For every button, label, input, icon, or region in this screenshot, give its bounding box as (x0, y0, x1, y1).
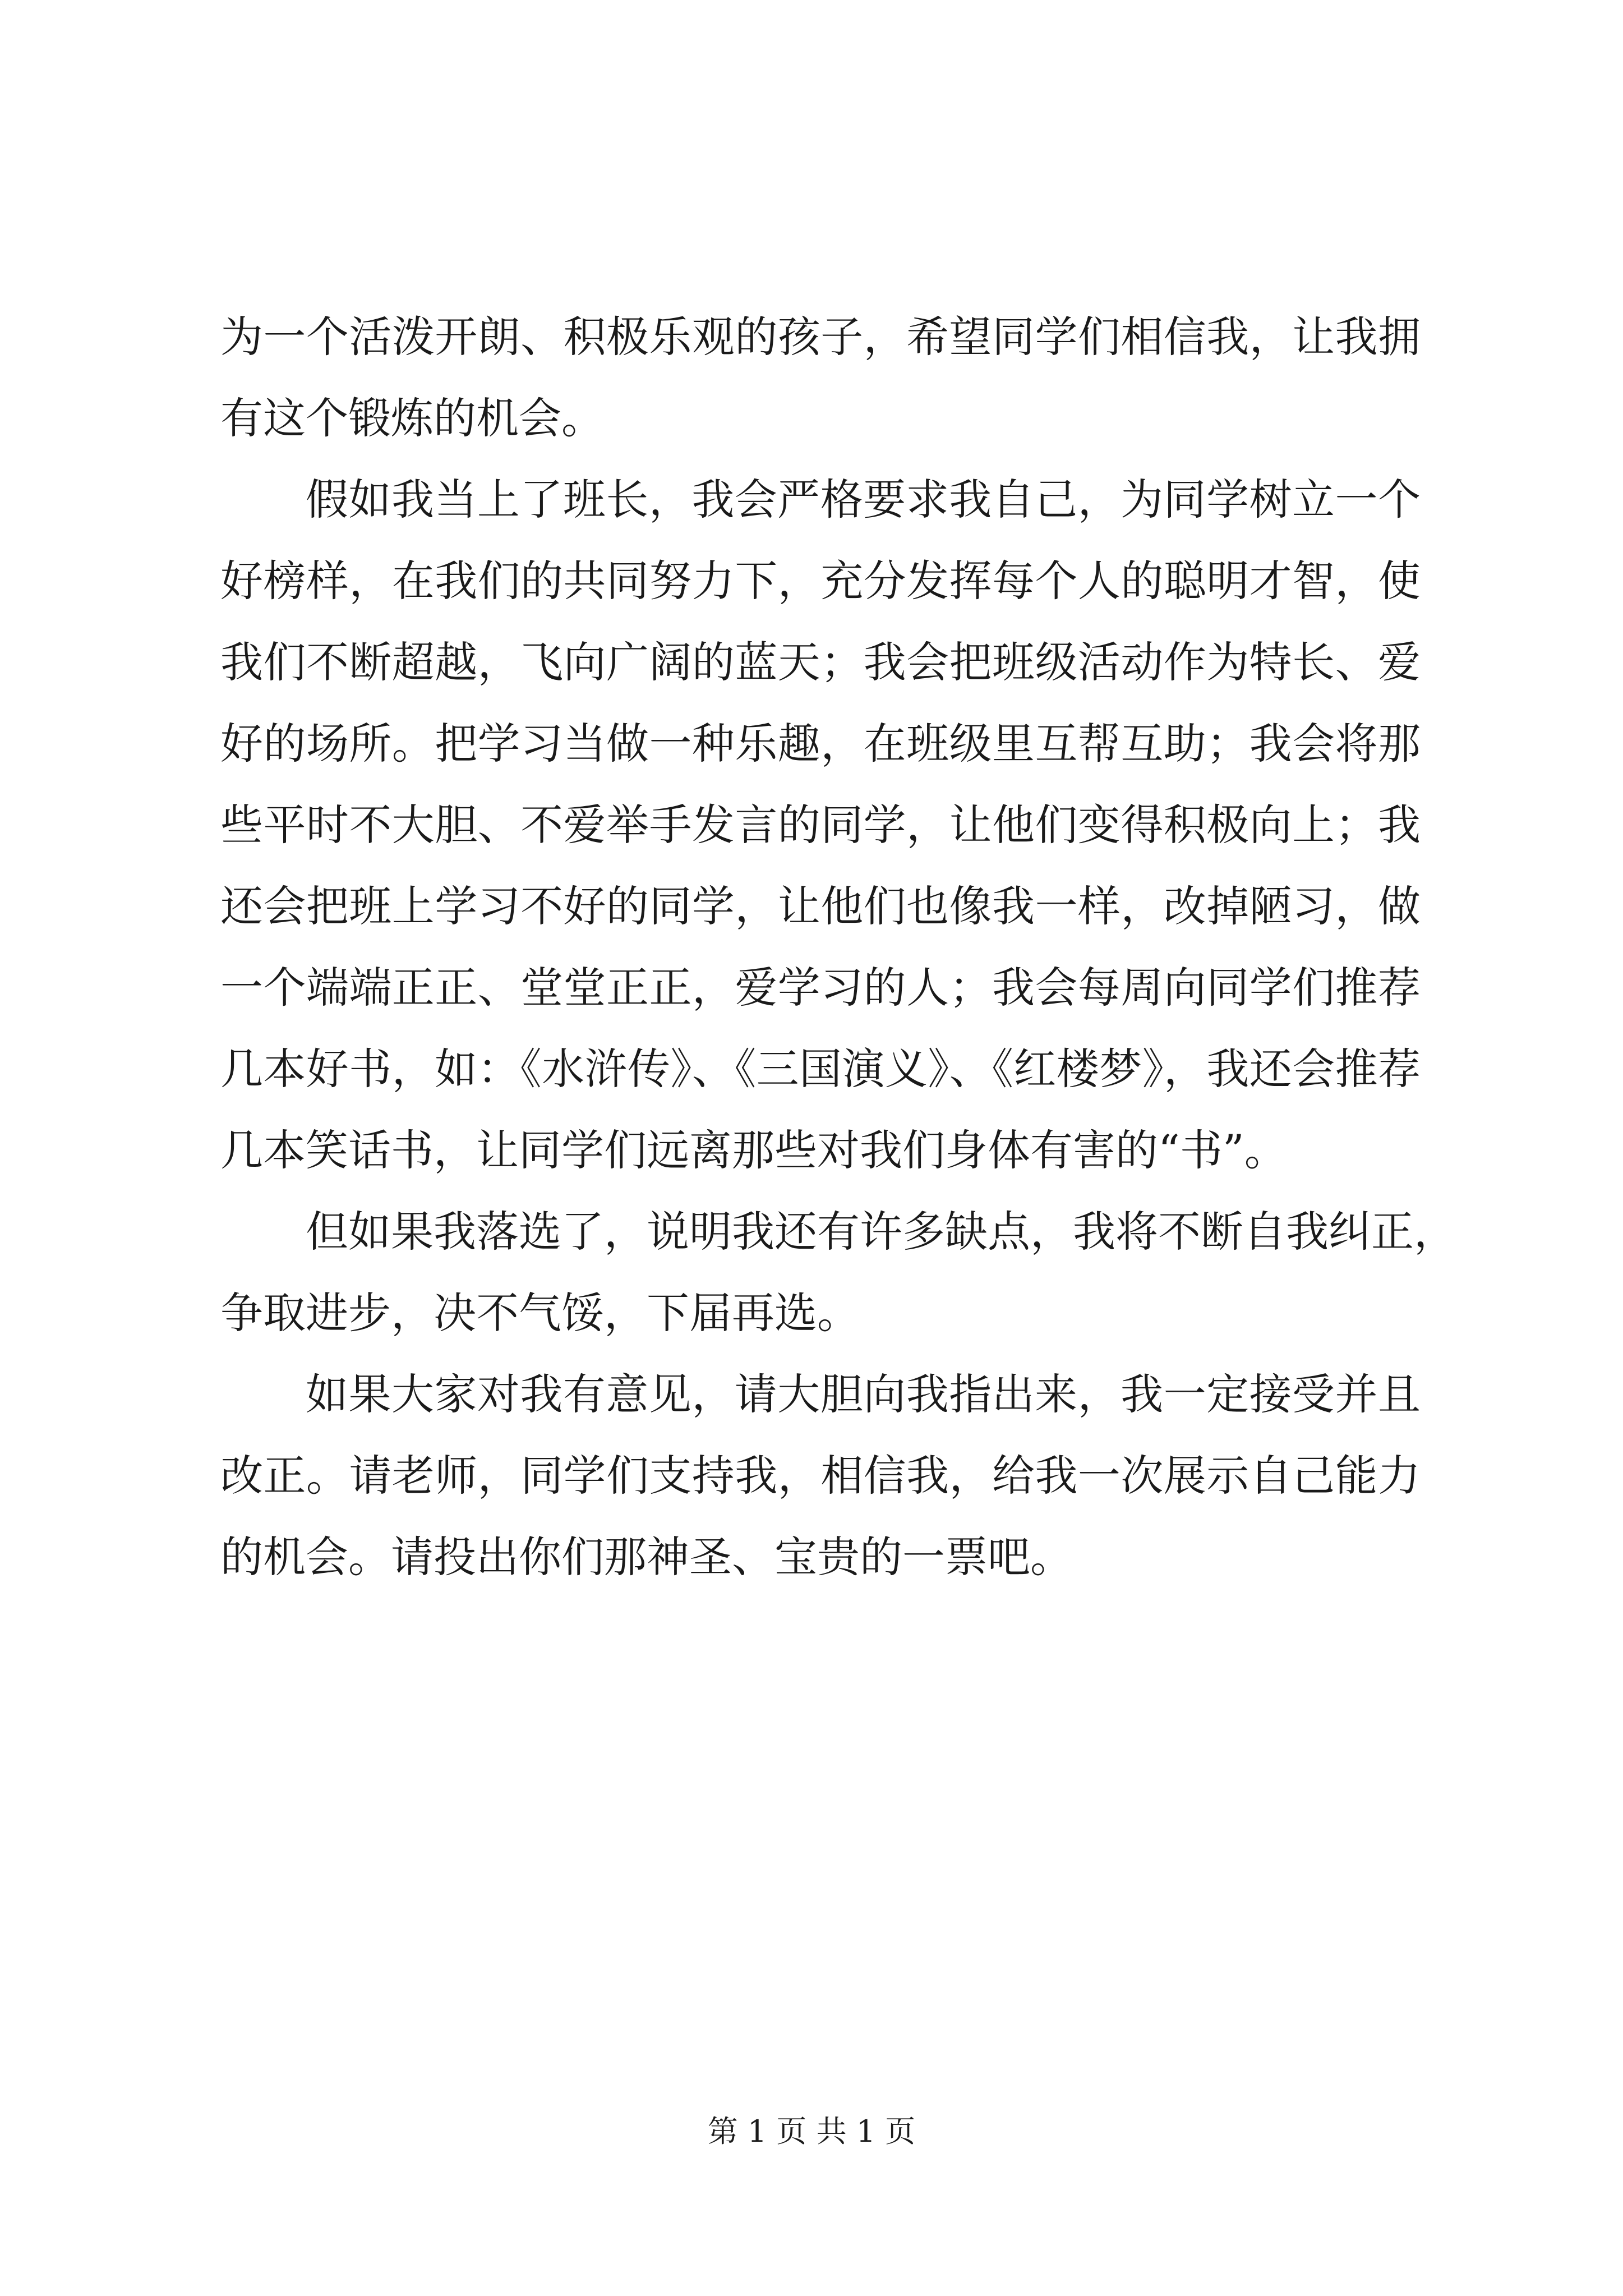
paragraph-line: 改正。请老师，同学们支持我，相信我，给我一次展示自己能力 (220, 1451, 1421, 1501)
paragraph-line: 如果大家对我有意见，请大胆向我指出来，我一定接受并且 (306, 1369, 1421, 1419)
paragraph-line: 好榜样，在我们的共同努力下，充分发挥每个人的聪明才智，使 (220, 556, 1421, 606)
paragraph-4 (220, 1354, 1421, 1598)
paragraph-line: 些平时不大胆、不爱举手发言的同学，让他们变得积极向上；我 (220, 800, 1421, 850)
paragraph-line: 一个端端正正、堂堂正正，爱学习的人；我会每周向同学们推荐 (220, 963, 1421, 1013)
paragraph-line: 争取进步，决不气馁，下届再选。 (220, 1288, 860, 1338)
paragraph-line: 有这个锻炼的机会。 (220, 393, 604, 443)
paragraph-1 (220, 296, 1421, 459)
paragraph-line: 还会把班上学习不好的同学，让他们也像我一样，改掉陋习，做 (220, 881, 1421, 931)
paragraph-line: 我们不断超越，飞向广阔的蓝天；我会把班级活动作为特长、爱 (220, 637, 1421, 687)
paragraph-line: 为一个活泼开朗、积极乐观的孩子，希望同学们相信我，让我拥 (220, 312, 1421, 362)
paragraph-2 (220, 459, 1421, 1191)
paragraph-line: 好的场所。把学习当做一种乐趣，在班级里互帮互助；我会将那 (220, 719, 1421, 769)
paragraph-line: 的机会。请投出你们那神圣、宝贵的一票吧。 (220, 1532, 1073, 1582)
document-body (220, 296, 1456, 1598)
page-number-footer: 第 1 页 共 1 页 (707, 2114, 916, 2149)
paragraph-line: 但如果我落选了，说明我还有许多缺点，我将不断自我纠正， (306, 1207, 1456, 1257)
paragraph-line: 几本笑话书，让同学们远离那些对我们身体有害的“书”。 (220, 1125, 1287, 1175)
paragraph-3 (220, 1191, 1456, 1354)
paragraph-line: 几本好书，如：《水浒传》、《三国演义》、《红楼梦》，我还会推荐 (220, 1044, 1421, 1094)
paragraph-line: 假如我当上了班长，我会严格要求我自己，为同学树立一个 (306, 475, 1421, 524)
